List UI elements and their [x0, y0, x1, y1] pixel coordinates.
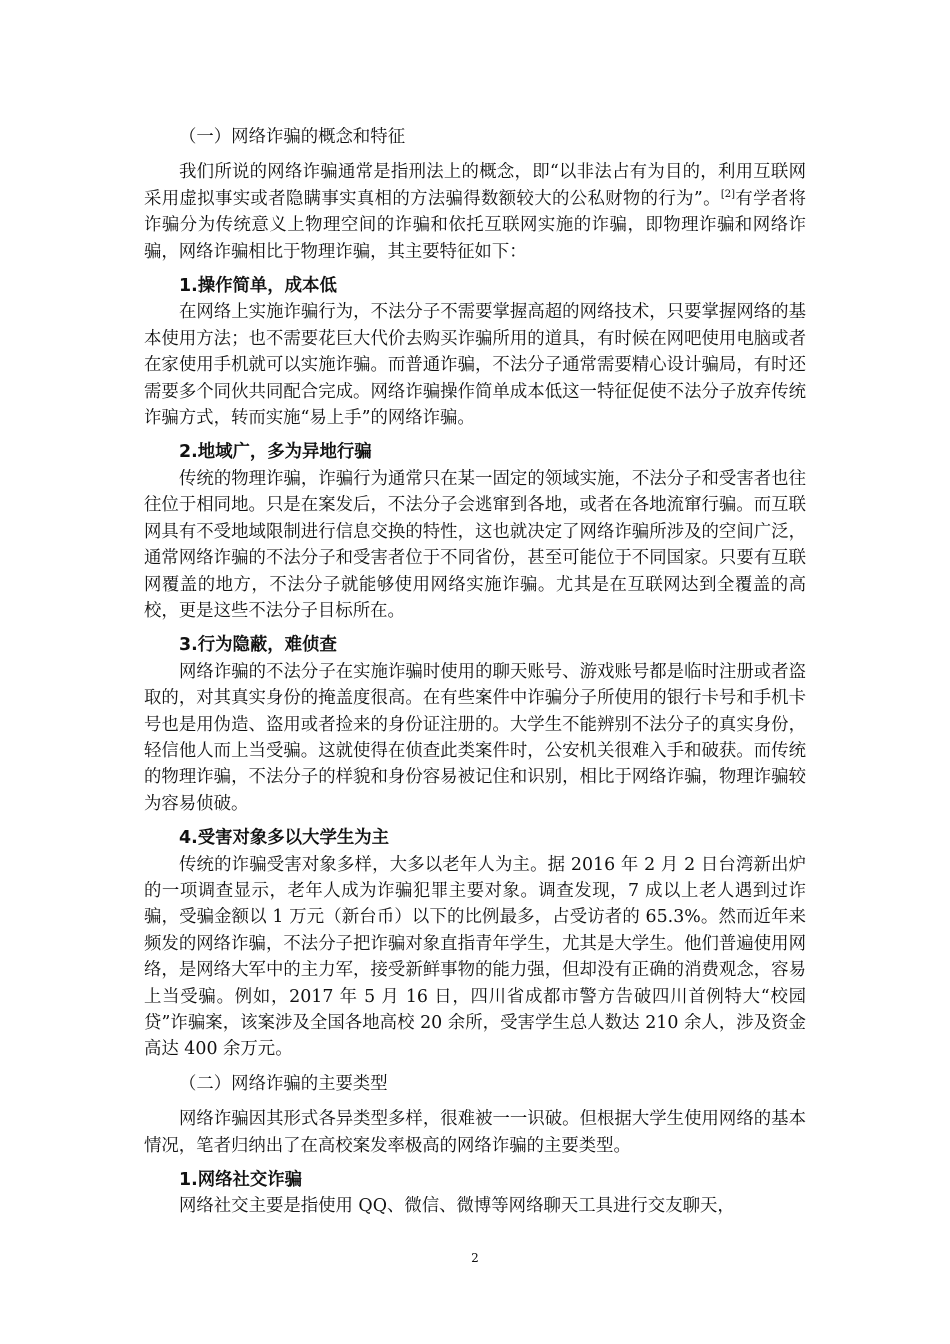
feature-paragraph-3: 网络诈骗的不法分子在实施诈骗时使用的聊天账号、游戏账号都是临时注册或者盗取的，对其真实身份的掩盖度很高。在有些案件中诈骗分子所使用的银行卡号和手机卡号也是用伪造、盗用或者捡来的身份证注册的。大学生不能辨别不法分子的真实身份，轻信他人而上当受骗。这就使得在侦查此类案件时，公安机关很难入手和破获。而传统的物理诈骗，不法分子的样貌和身份容易被记住和识别，相比于网络诈骗，物理诈骗较为容易侦破。	[144, 661, 806, 814]
feature-paragraph-1: 在网络上实施诈骗行为，不法分子不需要掌握高超的网络技术，只要掌握网络的基本使用方法；也不需要花巨大代价去购买诈骗所用的道具，有时候在网吧使用电脑或者在家使用手机就可以实施诈骗。而普通诈骗，不法分子通常需要精心设计骗局，有时还需要多个同伙共同配合完成。网络诈骗操作简单成本低这一特征促使不法分子放弃传统诈骗方式，转而实施“易上手”的网络诈骗。	[144, 302, 806, 429]
type-heading-1: 1.网络社交诈骗	[179, 1170, 303, 1191]
types-intro-paragraph: 网络诈骗因其形式各异类型多样，很难被一一识破。但根据大学生使用网络的基本情况，笔者归纳出了在高校案发率极高的网络诈骗的主要类型。	[144, 1109, 806, 1156]
feature-paragraph-4: 传统的诈骗受害对象多样，大多以老年人为主。据 2016 年 2 月 2 日台湾新出炉的一项调查显示，老年人成为诈骗犯罪主要对象。调查发现，7 成以上老人遇到过诈骗，受骗金额以 1 万元（新台币）以下的比例最多，占受访者的 65.3%。然而近年来频发的网络诈骗，不法分子把诈骗对象直指青年学生，尤其是大学生。他们普遍使用网络，是网络大军中的主力军，接受新鲜事物的能力强，但却没有正确的消费观念，容易上当受骗。例如，2017 年 5 月 16 日，四川省成都市警方告破四川首例特大“校园贷”诈骗案，该案涉及全国各地高校 20 余所，受害学生总人数达 210 余人，涉及资金高达 400 余万元。	[144, 854, 806, 1060]
document-body	[144, 122, 806, 1220]
feature-heading-1: 1.操作简单，成本低	[179, 276, 337, 297]
section-heading-types: （二）网络诈骗的主要类型	[179, 1073, 388, 1094]
citation-marker: [2]	[720, 188, 736, 200]
intro-text-part1: 我们所说的网络诈骗通常是指刑法上的概念，即“以非法占有为目的，利用互联网采用虚拟事实或者隐瞒事实真相的方法骗得数额较大的公私财物的行为”。	[144, 162, 806, 209]
feature-heading-3: 3.行为隐蔽，难侦查	[179, 635, 337, 656]
type-paragraph-1: 网络社交主要是指使用 QQ、微信、微博等网络聊天工具进行交友聊天，	[179, 1196, 735, 1217]
intro-paragraph	[144, 159, 806, 265]
feature-paragraph-2: 传统的物理诈骗，诈骗行为通常只在某一固定的领域实施，不法分子和受害者也往往位于相同地。只是在案发后，不法分子会逃窜到各地，或者在各地流窜行骗。而互联网具有不受地域限制进行信息交换的特性，这也就决定了网络诈骗所涉及的空间广泛，通常网络诈骗的不法分子和受害者位于不同省份，甚至可能位于不同国家。只要有互联网覆盖的地方，不法分子就能够使用网络实施诈骗。尤其是在互联网达到全覆盖的高校，更是这些不法分子目标所在。	[144, 468, 806, 621]
intro-text-part2: 有学者将诈骗分为传统意义上物理空间的诈骗和依托互联网实施的诈骗，即物理诈骗和网络诈骗，网络诈骗相比于物理诈骗，其主要特征如下：	[144, 188, 806, 262]
section-heading-concept: （一）网络诈骗的概念和特征	[179, 127, 406, 147]
feature-heading-2: 2.地域广，多为异地行骗	[179, 442, 372, 463]
page-number: 2	[471, 1251, 479, 1265]
feature-heading-4: 4.受害对象多以大学生为主	[179, 828, 390, 849]
